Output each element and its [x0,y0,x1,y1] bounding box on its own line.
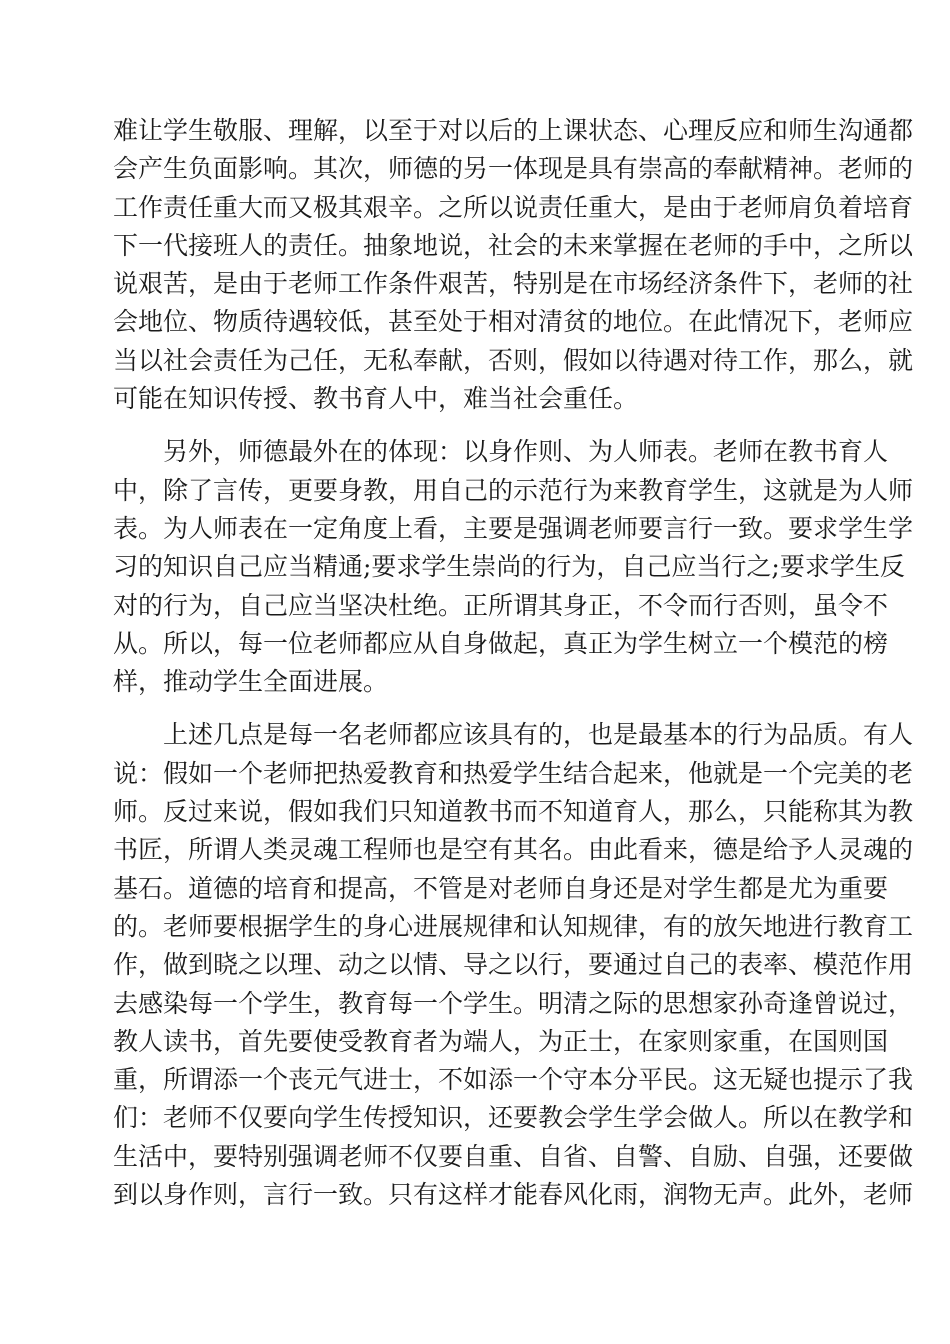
text-line: 师。反过来说，假如我们只知道教书而不知道育人，那么，只能称其为教 [113,797,914,827]
text-line: 会地位、物质待遇较低，甚至处于相对清贫的地位。在此情况下，老师应 [113,307,914,337]
text-line: 生活中，要特别强调老师不仅要自重、自省、自警、自励、自强，还要做 [113,1141,914,1171]
text-line: 下一代接班人的责任。抽象地说，社会的未来掌握在老师的手中，之所以 [113,230,914,260]
text-line: 说艰苦，是由于老师工作条件艰苦，特别是在市场经济条件下，老师的社 [113,269,914,299]
text-line: 表。为人师表在一定角度上看，主要是强调老师要言行一致。要求学生学 [113,513,914,543]
text-line: 难让学生敬服、理解，以至于对以后的上课状态、心理反应和师生沟通都 [113,116,914,145]
text-line-last: 可能在知识传授、教书育人中，难当社会重任。 [113,384,639,414]
text-line: 当以社会责任为己任，无私奉献，否则，假如以待遇对待工作，那么，就 [113,345,914,375]
document-body [113,112,914,1214]
text-line: 基石。道德的培育和提高，不管是对老师自身还是对学生都是尤为重要 [113,873,889,903]
text-line-first: 另外，师德最外在的体现：以身作则、为人师表。老师在教书育人 [163,437,889,467]
text-line: 作，做到晓之以理、动之以情、导之以行，要通过自己的表率、模范作用 [113,950,914,980]
text-line-first: 上述几点是每一名老师都应该具有的，也是最基本的行为品质。有人 [163,720,914,750]
paragraph-3 [113,716,914,1214]
text-line: 书匠，所谓人类灵魂工程师也是空有其名。由此看来，德是给予人灵魂的 [113,835,914,865]
paragraph-1 [113,112,914,418]
text-line: 工作责任重大而又极其艰辛。之所以说责任重大，是由于老师肩负着培育 [113,192,914,222]
paragraph-spacing [113,418,835,433]
text-line: 去感染每一个学生，教育每一个学生。明清之际的思想家孙奇逢曾说过， [113,988,914,1018]
text-line: 到以身作则，言行一致。只有这样才能春风化雨，润物无声。此外，老师 [113,1180,914,1210]
text-line: 习的知识自己应当精通;要求学生崇尚的行为，自己应当行之;要求学生反 [113,552,905,582]
text-line: 中，除了言传，更要身教，用自己的示范行为来教育学生，这就是为人师 [113,475,914,505]
text-line: 教人读书，首先要使受教育者为端人，为正士，在家则家重，在国则国 [113,1026,889,1056]
text-line-last: 样，推动学生全面进展。 [113,667,389,697]
text-line: 从。所以，每一位老师都应从自身做起，真正为学生树立一个模范的榜 [113,628,889,658]
paragraph-2 [113,433,914,701]
paragraph-spacing [113,701,835,716]
text-line: 会产生负面影响。其次，师德的另一体现是具有崇高的奉献精神。老师的 [113,154,914,184]
text-line: 重，所谓添一个丧元气进士，不如添一个守本分平民。这无疑也提示了我 [113,1065,914,1095]
text-line: 们：老师不仅要向学生传授知识，还要教会学生学会做人。所以在教学和 [113,1103,914,1133]
text-line: 对的行为，自己应当坚决杜绝。正所谓其身正，不令而行否则，虽令不 [113,590,889,620]
text-line: 说：假如一个老师把热爱教育和热爱学生结合起来，他就是一个完美的老 [113,758,914,788]
text-line: 的。老师要根据学生的身心进展规律和认知规律，有的放矢地进行教育工 [113,911,914,941]
